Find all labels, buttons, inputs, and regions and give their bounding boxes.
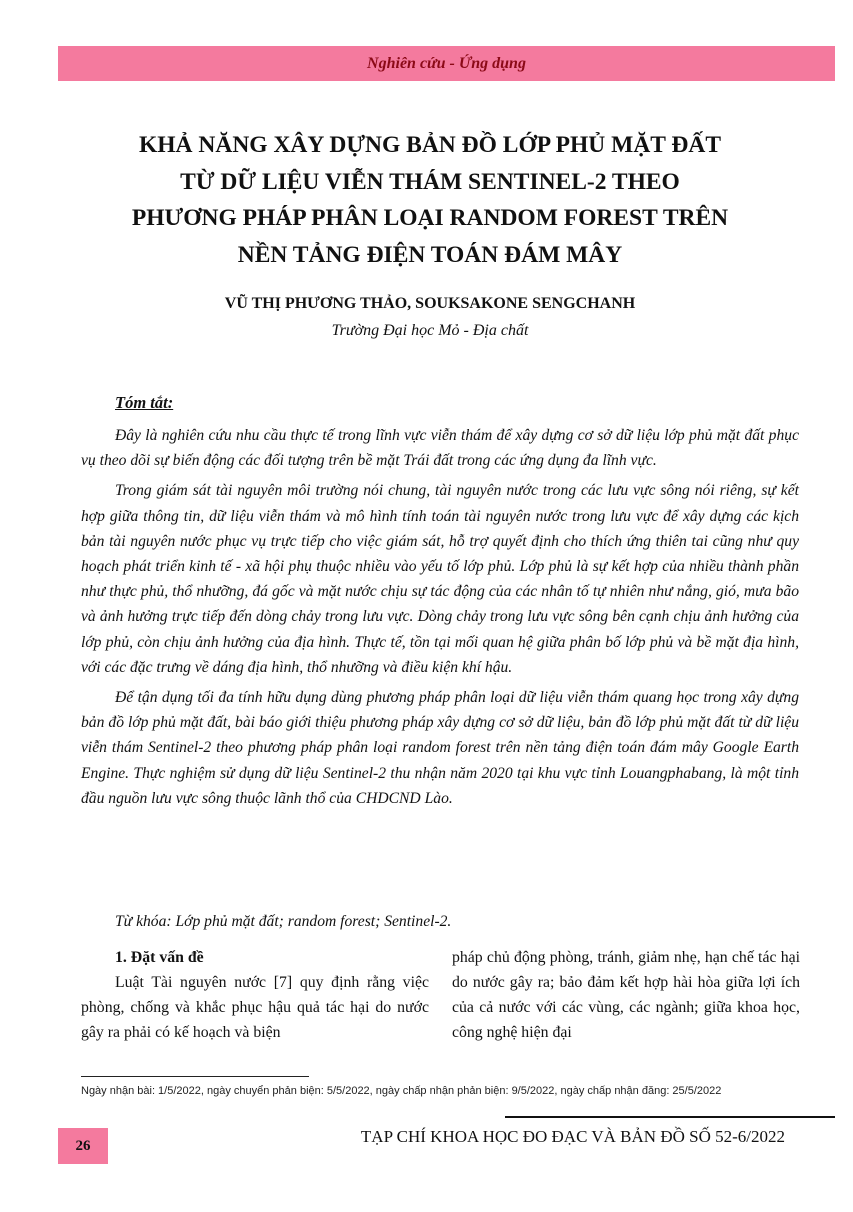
authors: VŨ THỊ PHƯƠNG THẢO, SOUKSAKONE SENGCHANH bbox=[224, 295, 636, 312]
footnote-dates: Ngày nhận bài: 1/5/2022, ngày chuyển phản biện: 5/5/2022, ngày chấp nhận phản biện: 9/5/2022, ngày chấp nhận đăng: 25/5/2022 bbox=[81, 1085, 722, 1097]
title-line-2: TỪ DỮ LIỆU VIỄN THÁM SENTINEL-2 THEO bbox=[180, 168, 680, 195]
right-column-text: pháp chủ động phòng, tránh, giảm nhẹ, hạn chế tác hại do nước gây ra; bảo đảm kết hợp hài hòa giữa lợi ích của cả nước với các vùng, các ngành; giữa khoa học, công nghệ hiện đại bbox=[452, 949, 800, 1041]
footnote-divider bbox=[81, 1076, 309, 1077]
title-line-1: KHẢ NĂNG XÂY DỰNG BẢN ĐỒ LỚP PHỦ MẶT ĐẤT bbox=[138, 132, 722, 158]
abstract-heading: Tóm tắt: bbox=[115, 393, 174, 412]
section-heading: 1. Đặt vấn đề bbox=[115, 949, 204, 966]
body-column-left bbox=[81, 945, 429, 1045]
page-number: 26 bbox=[75, 1137, 91, 1154]
abstract-paragraph-1: Đây là nghiên cứu nhu cầu thực tế trong lĩnh vực viễn thám để xây dựng cơ sở dữ liệu lớp phủ mặt đất phục vụ theo dõi sự biến động các đối tượng trên bề mặt Trái đất trong các ứng dụng đa lĩnh vực. bbox=[81, 427, 799, 470]
abstract-body bbox=[81, 423, 799, 816]
affiliation: Trường Đại học Mỏ - Địa chất bbox=[331, 322, 529, 339]
keywords: Từ khóa: Lớp phủ mặt đất; random forest; Sentinel-2. bbox=[115, 913, 452, 930]
body-column-right bbox=[452, 945, 800, 1045]
section-label: Nghiên cứu - Ứng dụng bbox=[367, 54, 526, 72]
footer-divider bbox=[505, 1116, 835, 1118]
abstract-paragraph-3: Để tận dụng tối đa tính hữu dụng dùng phương pháp phân loại dữ liệu viễn thám quang học trong xây dựng bản đồ lớp phủ mặt đất, bài báo giới thiệu phương pháp xây dựng cơ sở dữ liệu, bản đồ lớp phủ mặt đất từ dữ liệu viễn thám Sentinel-2 theo phương pháp phân loại random forest trên nền tảng điện toán đám mây Google Earth Engine. Thực nghiệm sử dụng dữ liệu Sentinel-2 thu nhận năm 2020 tại khu vực tỉnh Louangphabang, là một tỉnh đầu nguồn lưu vực sông thuộc lãnh thổ của CHDCND Lào. bbox=[81, 689, 799, 807]
title-line-4: NỀN TẢNG ĐIỆN TOÁN ĐÁM MÂY bbox=[237, 241, 623, 268]
title-line-3: PHƯƠNG PHÁP PHÂN LOẠI RANDOM FOREST TRÊN bbox=[131, 205, 729, 231]
journal-name: TẠP CHÍ KHOA HỌC ĐO ĐẠC VÀ BẢN ĐỒ SỐ 52-6/2022 bbox=[360, 1127, 785, 1146]
left-column-text: Luật Tài nguyên nước [7] quy định rằng việc phòng, chống và khắc phục hậu quả tác hại do nước gây ra phải có kế hoạch và biện bbox=[81, 974, 429, 1041]
section-banner bbox=[58, 46, 835, 81]
page-number-box bbox=[58, 1128, 108, 1164]
abstract-paragraph-2: Trong giám sát tài nguyên môi trường nói chung, tài nguyên nước trong các lưu vực sông nói riêng, sự kết hợp giữa thông tin, dữ liệu viễn thám và mô hình tính toán tài nguyên nước trong lưu vực để xây dựng các kịch bản tài nguyên nước phục vụ trực tiếp cho việc giám sát, hỗ trợ quyết định cho thích ứng thiên tai cũng như quy hoạch phát triển kinh tế - xã hội phụ thuộc nhiều vào yếu tố lớp phủ. Lớp phủ là sự kết hợp của nhiều thành phần như thực phủ, thổ nhưỡng, đá gốc và mặt nước chịu sự tác động của các nhân tố tự nhiên như nắng, gió, mưa bão và ảnh hưởng trực tiếp đến dòng chảy trong lưu vực. Dòng chảy trong lưu vực sông bên cạnh chịu ảnh hưởng của lớp phủ, còn chịu ảnh hưởng của địa hình. Thực tế, tồn tại mối quan hệ giữa phân bố lớp phủ và bề mặt địa hình, với các đặc trưng về dáng địa hình, thổ nhưỡng và điều kiện khí hậu. bbox=[81, 482, 799, 676]
article-title bbox=[70, 127, 790, 273]
